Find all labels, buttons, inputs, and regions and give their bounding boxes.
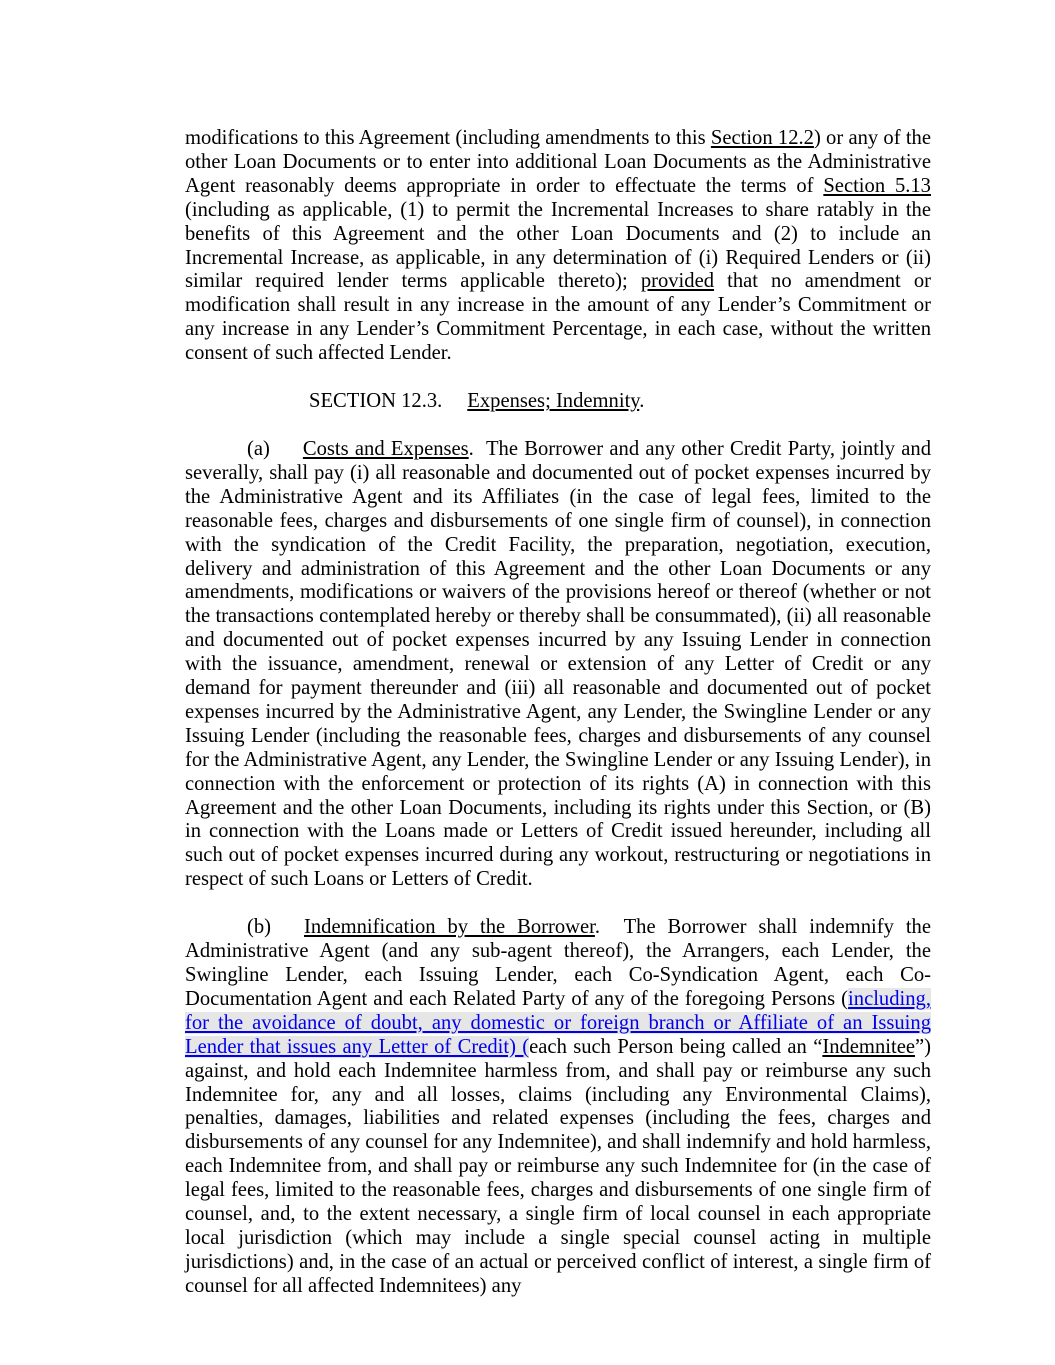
inserted-text: including, for the avoidance of doubt, any domestic or foreign branch or Affiliate of an Issuing Lender that issues any Letter of Credit) (: [185, 987, 931, 1058]
text-run: modifications to this Agreement (including amendments to this: [185, 127, 711, 149]
text-run: (a): [247, 437, 270, 460]
text-run: ) or any of the other Loan Documents or to enter into additional Loan Documents as the Administrative Agent reasonably deems appropriate in order to effectuate the terms of: [185, 127, 931, 197]
underlined-text: Indemnitee: [822, 1035, 915, 1058]
text-run: ”) against, and hold each Indemnitee harmless from, and shall pay or reimburse any such Indemnitee for, any and all losses, claims (including any Environmental Claims), penalties, damages, liabilities and related expenses (including the fees, charges and disbursements of any counsel for any Indemnitee), and shall indemnify and hold harmless, each Indemnitee from, and shall pay or reimburse any such Indemnitee for (in the case of legal fees, limited to the reasonable fees, charges and disbursements of one single firm of counsel, and, to the extent necessary, a single firm of local counsel in each appropriate local jurisdiction (which may include a single special counsel acting in multiple jurisdictions) and, in the case of an actual or perceived conflict of interest, a single firm of counsel for all affected Indemnitees) any: [185, 1035, 931, 1297]
paragraph: [185, 916, 931, 1299]
section-heading: [309, 390, 931, 414]
text-run: (including as applicable, (1) to permit the Incremental Increases to share ratably in the benefits of this Agreement and the other Loan Documents and (2) to include an Incremental Increase, as applicable, in any determination of (i) Required Lenders or (ii) similar required lender terms applicable thereto);: [185, 198, 931, 293]
tab-space: [271, 932, 304, 933]
text-run: each such Person being called an “: [529, 1035, 823, 1058]
underlined-text: Indemnification by the Borrower: [304, 916, 595, 939]
underlined-text: Section 12.2: [710, 127, 814, 149]
text-run: .: [639, 390, 645, 413]
text-run: . The Borrower and any other Credit Party, jointly and severally, shall pay (i) all reasonable and documented out of pocket expenses incurred by the Administrative Agent and its Affiliates (in the case of legal fees, limited to the reasonable fees, charges and disbursements of one single firm of counsel), in connection with the syndication of the Credit Facility, the preparation, negotiation, execution, delivery and administration of this Agreement and the other Loan Documents or any amendments, modifications or waivers of the provisions hereof or thereof (whether or not the transactions contemplated hereby or thereby shall be consummated), (ii) all reasonable and documented out of pocket expenses incurred by any Issuing Lender in connection with the issuance, amendment, renewal or extension of any Letter of Credit or any demand for payment thereunder and (iii) all reasonable and documented out of pocket expenses incurred by the Administrative Agent, any Lender, the Swingline Lender or any Issuing Lender (including the reasonable fees, charges and disbursements of any counsel for the Administrative Agent, any Lender, the Swingline Lender or any Issuing Lender), in connection with the enforcement or protection of its rights (A) in connection with this Agreement and the other Loan Documents, including its rights under this Section, or (B) in connection with the Loans made or Letters of Credit issued hereunder, including all such out of pocket expenses incurred during any workout, restructuring or negotiations in respect of such Loans or Letters of Credit.: [185, 437, 931, 891]
text-run: (b): [247, 916, 272, 939]
document-content: [185, 127, 931, 1323]
underlined-text: Section 5.13: [823, 174, 931, 197]
text-run: SECTION 12.3.: [309, 390, 443, 413]
text-run: . The Borrower shall indemnify the Administrative Agent (and any sub-agent thereof), the Arrangers, each Lender, the Swingline Lender, each Issuing Lender, each Co-Syndication Agent, each Co-Documentation Agent and each Related Party of any of the foregoing Persons (: [185, 916, 931, 1010]
tab-space: [270, 454, 303, 455]
tab-space: [442, 406, 467, 407]
text-run: that no amendment or modification shall result in any increase in the amount of any Lender’s Commitment or any increase in any Lender’s Commitment Percentage, in each case, without the written consent of such affected Lender.: [185, 270, 932, 365]
underlined-text: provided: [640, 270, 715, 293]
underlined-text: Costs and Expenses: [302, 437, 469, 460]
paragraph: [185, 438, 931, 892]
paragraph: [185, 127, 931, 366]
underlined-text: Expenses; Indemnity: [467, 390, 640, 413]
